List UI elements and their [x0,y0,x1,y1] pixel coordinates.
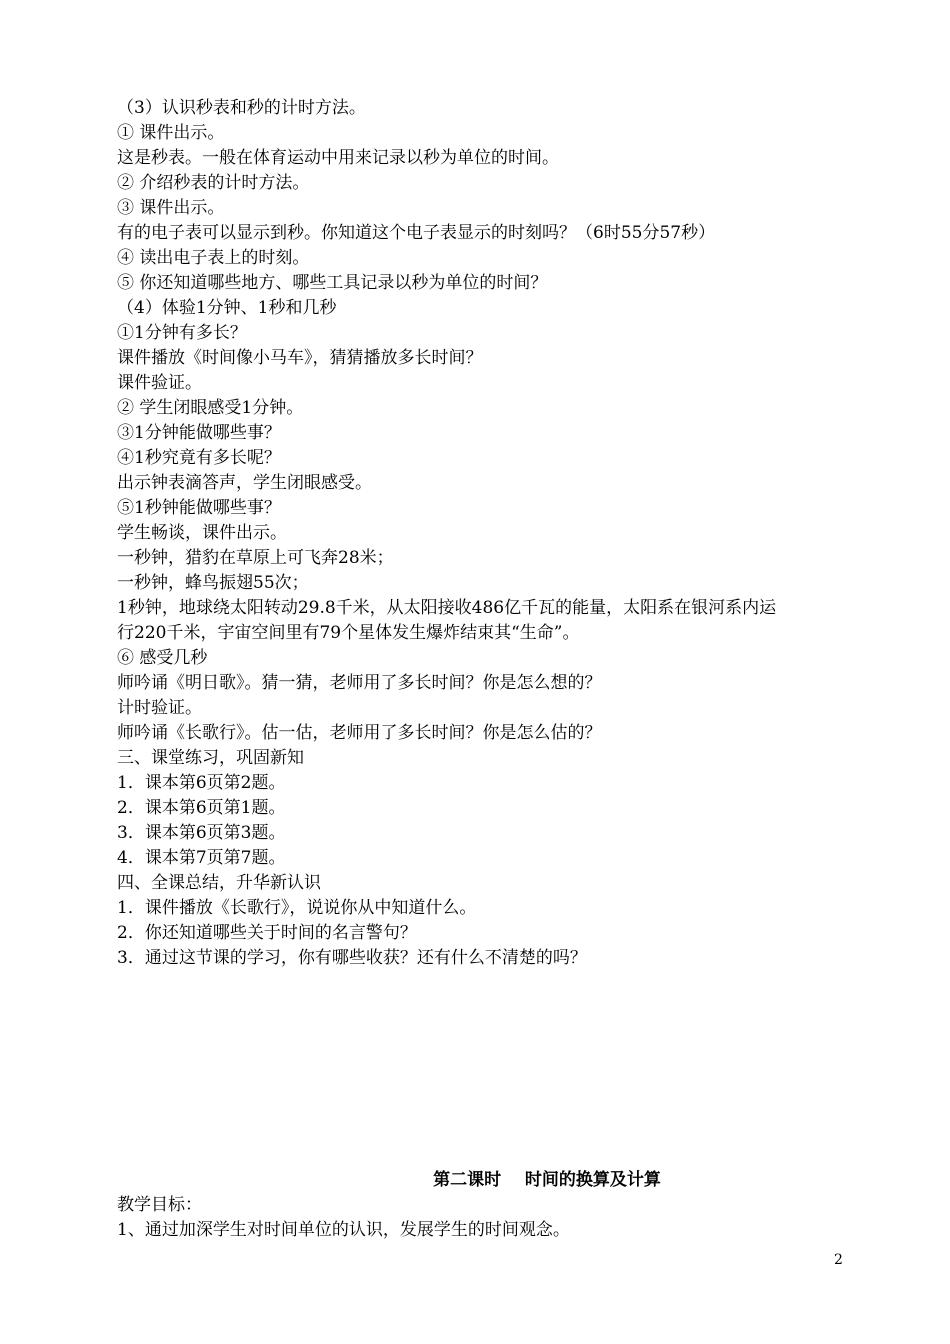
text-line: ⑥ 感受几秒 [117,648,208,668]
text-line: 2．课本第6页第1题。 [117,798,286,818]
text-line: 一秒钟，猎豹在草原上可飞奔28米； [117,548,394,568]
text-line: 师吟诵《明日歌》。猜一猜，老师用了多长时间？你是怎么想的？ [117,673,602,693]
section-heading: 四、全课总结，升华新认识 [117,873,321,893]
text-line: 1秒钟，地球绕太阳转动29.8千米，从太阳接收486亿千瓦的能量，太阳系在银河系内运 [117,598,777,618]
text-line: ①1分钟有多长？ [117,323,247,343]
second-lesson-section [117,1168,857,1243]
text-line: 3．通过这节课的学习，你有哪些收获？还有什么不清楚的吗？ [117,948,587,968]
text-line: ① 课件出示。 [117,123,225,143]
text-line: 1．课本第6页第2题。 [117,773,286,793]
text-line: ② 学生闭眼感受1分钟。 [117,398,304,418]
text-line: （3）认识秒表和秒的计时方法。 [117,98,366,118]
text-line: （4）体验1分钟、1秒和几秒 [117,298,337,318]
text-line: 行220千米，宇宙空间里有79个星体发生爆炸结束其“生命”。 [117,623,580,643]
text-line: 4．课本第7页第7题。 [117,848,286,868]
text-line: 1．课件播放《长歌行》，说说你从中知道什么。 [117,898,477,918]
text-line: 有的电子表可以显示到秒。你知道这个电子表显示的时刻吗？（6时55分57秒） [117,223,716,243]
text-line: 一秒钟，蜂鸟振翅55次； [117,573,309,593]
text-line: 课件验证。 [117,373,202,393]
text-line: 2．你还知道哪些关于时间的名言警句？ [117,923,417,943]
text-line: 1、通过加深学生对时间单位的认识，发展学生的时间观念。 [117,1220,570,1240]
text-line: ③ 课件出示。 [117,198,225,218]
lesson-title: 第二课时 时间的换算及计算 [433,1170,661,1190]
text-line: ② 介绍秒表的计时方法。 [117,173,310,193]
text-line: 3．课本第6页第3题。 [117,823,286,843]
text-line: 这是秒表。一般在体育运动中用来记录以秒为单位的时间。 [117,148,559,168]
text-line: ⑤ 你还知道哪些地方、哪些工具记录以秒为单位的时间？ [117,273,548,293]
page-number: 2 [834,1252,843,1268]
text-line: ③1分钟能做哪些事？ [117,423,281,443]
text-line: 教学目标： [117,1195,202,1215]
lesson-body [117,96,857,971]
section-heading: 三、课堂练习，巩固新知 [117,748,304,768]
text-line: 课件播放《时间像小马车》，猜猜播放多长时间？ [117,348,483,368]
text-line: ④1秒究竟有多长呢？ [117,448,281,468]
text-line: 学生畅谈，课件出示。 [117,523,287,543]
text-line: 师吟诵《长歌行》。估一估，老师用了多长时间？你是怎么估的？ [117,723,602,743]
text-line: ④ 读出电子表上的时刻。 [117,248,310,268]
text-line: 出示钟表滴答声，学生闭眼感受。 [117,473,372,493]
text-line: 计时验证。 [117,698,202,718]
text-line: ⑤1秒钟能做哪些事？ [117,498,281,518]
